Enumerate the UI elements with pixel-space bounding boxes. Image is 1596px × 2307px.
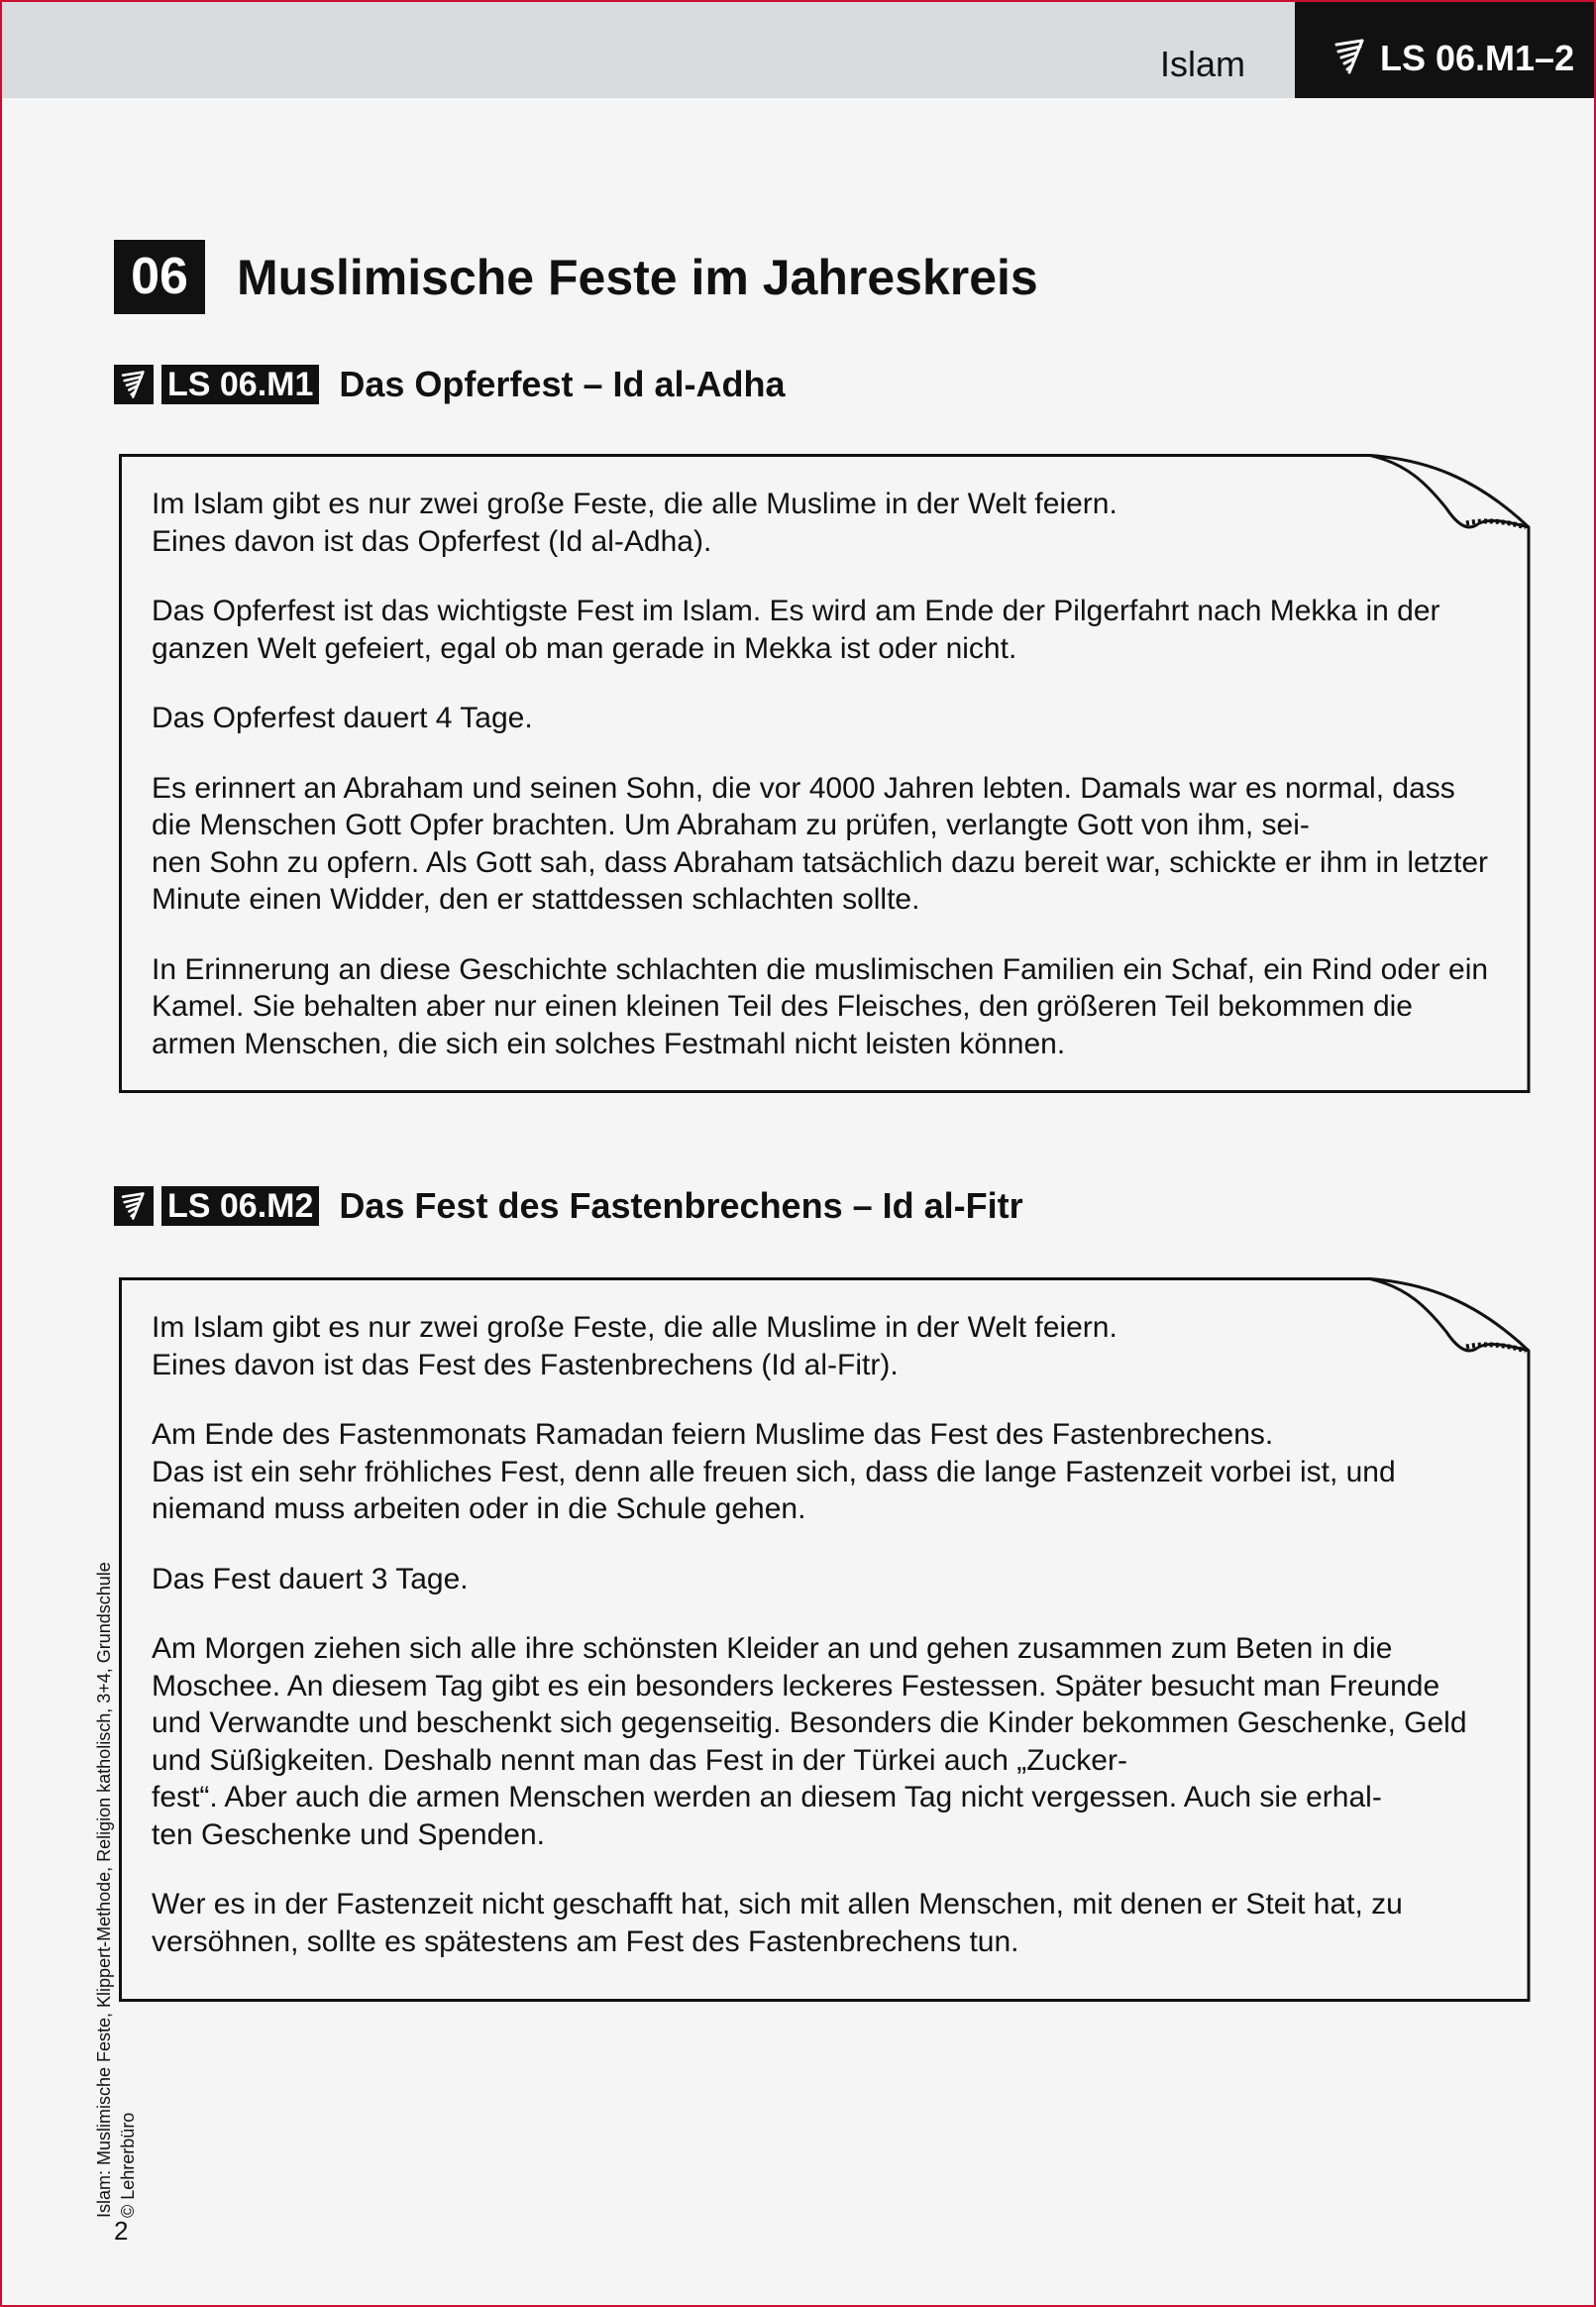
header-code: LS 06.M1–2 <box>1380 38 1575 78</box>
paragraph: Im Islam gibt es nur zwei große Feste, die alle Muslime in der Welt feiern. Eines davon ist das Fest des Fastenbrechens (Id al-Fitr). <box>152 1311 1117 1381</box>
paragraph: Am Ende des Fastenmonats Ramadan feiern Muslime das Fest des Fastenbrechens. Das ist ein sehr fröhliches Fest, denn alle freuen sich, dass die lange Fastenzeit vorbei ist, und niemand muss arbeiten oder in die Schule gehen. <box>152 1418 1396 1525</box>
paragraph: Das Fest dauert 3 Tage. <box>152 1562 469 1595</box>
page-number: 2 <box>114 2216 129 2246</box>
section-code: LS 06.M2 <box>161 1186 319 1226</box>
tornado-icon <box>1332 38 1368 80</box>
copyright-line: © Lehrerbüro <box>118 2112 138 2218</box>
section-title: Das Opferfest – Id al-Adha <box>339 364 786 404</box>
section-code: LS 06.M1 <box>161 365 319 404</box>
paragraph: Das Opferfest ist das wichtigste Fest im Islam. Es wird am Ende der Pilgerfahrt nach Mekka in der ganzen Welt gefeiert, egal ob man gerade in Mekka ist oder nicht. <box>152 595 1440 665</box>
copyright-sidebar <box>92 1562 140 2218</box>
copyright-line: Islam: Muslimische Feste, Klippert-Methode, Religion katholisch, 3+4, Grundschule <box>94 1562 114 2218</box>
paragraph: Im Islam gibt es nur zwei große Feste, die alle Muslime in der Welt feiern. Eines davon ist das Opferfest (Id al-Adha). <box>152 488 1117 558</box>
chapter-number: 06 <box>114 240 205 314</box>
text-box-m1 <box>119 454 1531 1093</box>
paragraph: Es erinnert an Abraham und seinen Sohn, die vor 4000 Jahren lebten. Damals war es normal, dass die Menschen Gott Opfer brachten. Um Abraham zu prüfen, verlangte Gott von ihm, sei- nen Sohn zu opfern. Als Gott sah, dass Abraham tatsächlich dazu bereit war, schickte er ihm in letzter Minute einen Widder, den er stattdessen schlachten sollte. <box>152 771 1489 916</box>
header-code-box <box>1295 2 1594 98</box>
tornado-icon <box>114 365 154 404</box>
tornado-icon <box>114 1186 154 1226</box>
header-bar <box>2 2 1295 98</box>
section-header-m2 <box>114 1186 1023 1226</box>
paragraph: Am Morgen ziehen sich alle ihre schönsten Kleider an und gehen zusammen zum Beten in die Moschee. An diesem Tag gibt es ein besonders leckeres Festessen. Später besucht man Freunde und Verwandte und beschenkt sich gegenseitig. Besonders die Kinder bekommen Geschenke, Geld und Süßigkeiten. Deshalb nennt man das Fest in der Türkei auch „Zucker- fest“. Aber auch die armen Menschen werden an diesem Tag nicht vergessen. Auch sie erhal- ten Geschenke und Spenden. <box>152 1632 1467 1851</box>
page-title: Muslimische Feste im Jahreskreis <box>237 250 1038 305</box>
paragraph: Das Opferfest dauert 4 Tage. <box>152 702 533 734</box>
paragraph: In Erinnerung an diese Geschichte schlachten die muslimischen Familien ein Schaf, ein Rind oder ein Kamel. Sie behalten aber nur einen kleinen Teil des Fleisches, den größeren Teil bekommen die armen Menschen, die sich ein solches Festmahl nicht leisten können. <box>152 952 1489 1060</box>
section-header-m1 <box>114 365 786 404</box>
section-title: Das Fest des Fastenbrechens – Id al-Fitr <box>339 1185 1023 1226</box>
text-box-m2 <box>119 1277 1531 2002</box>
header-subject: Islam <box>1159 44 1245 84</box>
paragraph: Wer es in der Fastenzeit nicht geschafft hat, sich mit allen Menschen, mit denen er Steit hat, zu versöhnen, sollte es spätestens am Fest des Fastenbrechens tun. <box>152 1888 1403 1958</box>
